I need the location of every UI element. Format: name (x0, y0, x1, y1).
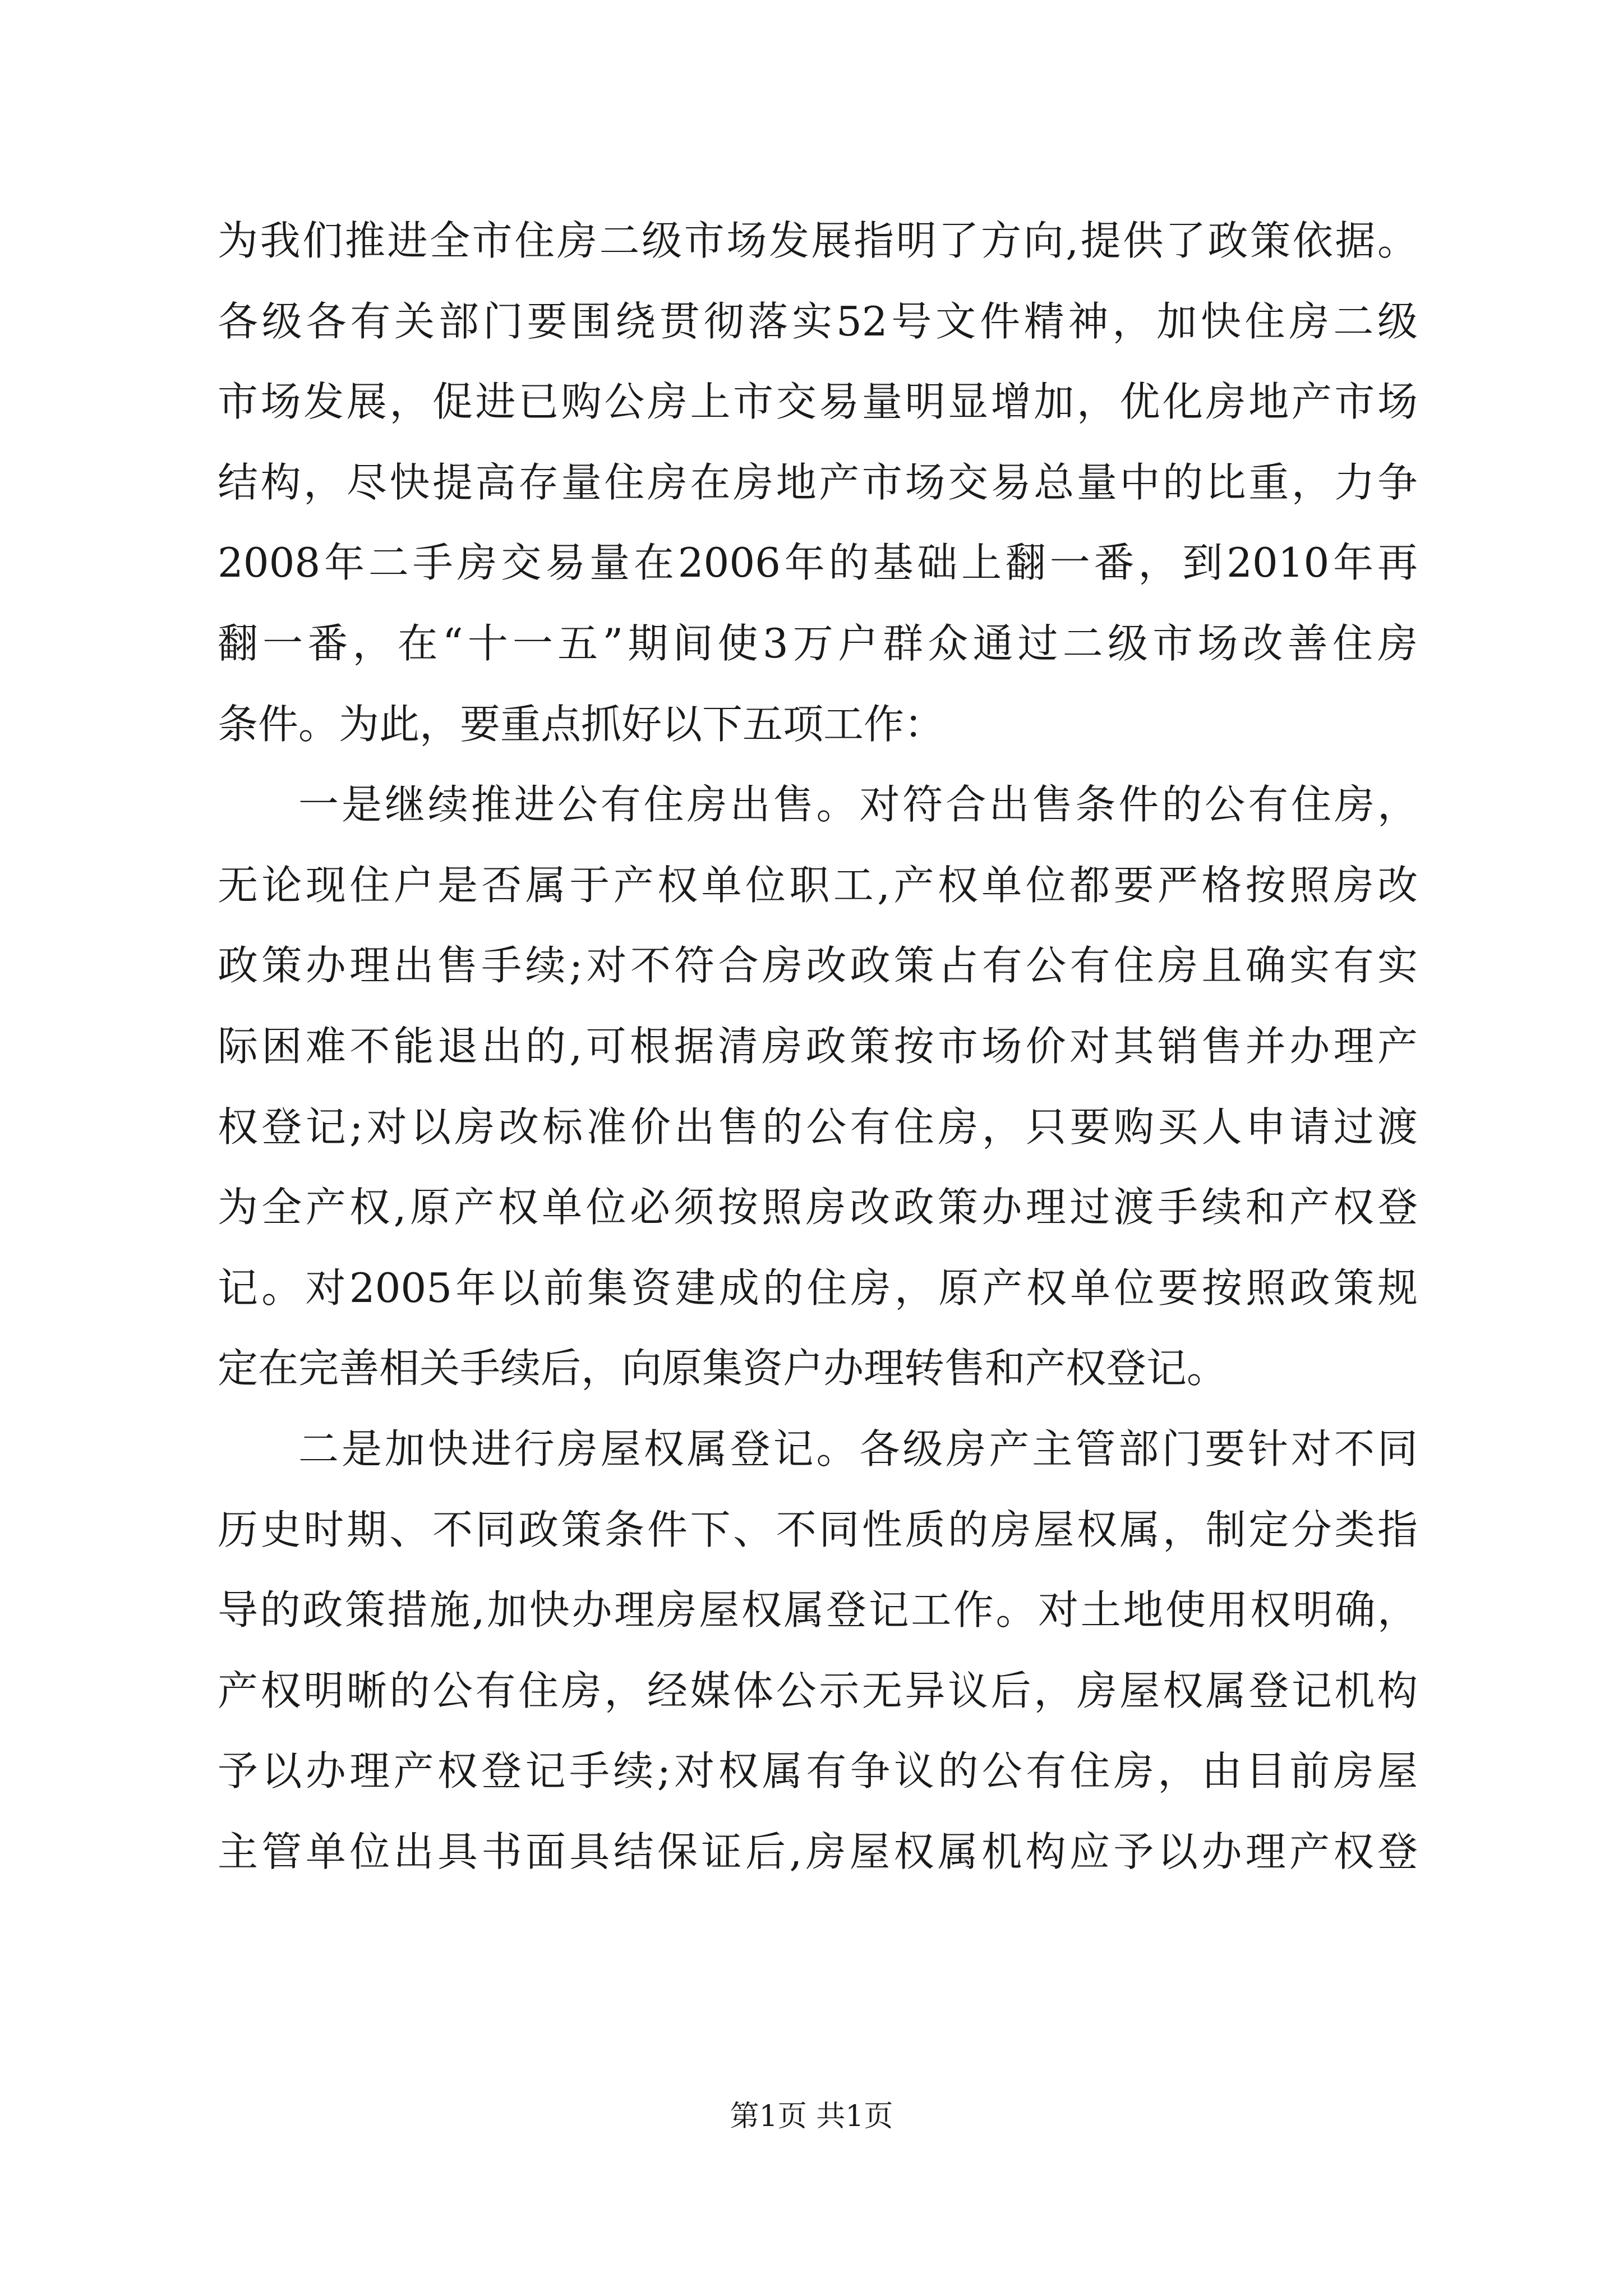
text-line-11: 际困难不能退出的,可根据清房政策按市场价对其销售并办理产 (218, 1022, 1418, 1070)
text-line-19: 产权明晰的公有住房，经媒体公示无异议后，房屋权属登记机构 (218, 1667, 1418, 1714)
text-line-6: 翻一番，在“十一五”期间使3万户群众通过二级市场改善住房 (218, 619, 1418, 667)
text-line-1: 为我们推进全市住房二级市场发展指明了方向,提供了政策依据。 (218, 217, 1418, 264)
page-footer: 第1页 共1页 (730, 2100, 893, 2133)
text-line-18: 导的政策措施,加快办理房屋权属登记工作。对土地使用权明确， (218, 1586, 1418, 1634)
text-line-7: 条件。为此，要重点抓好以下五项工作： (218, 700, 945, 748)
text-line-16: 二是加快进行房屋权属登记。各级房产主管部门要针对不同 (298, 1425, 1418, 1473)
text-line-9: 无论现住户是否属于产权单位职工,产权单位都要严格按照房改 (218, 861, 1418, 909)
text-line-20: 予以办理产权登记手续;对权属有争议的公有住房，由目前房屋 (218, 1747, 1418, 1795)
text-line-14: 记。对2005年以前集资建成的住房，原产权单位要按照政策规 (218, 1264, 1418, 1312)
text-line-12: 权登记;对以房改标准价出售的公有住房，只要购买人申请过渡 (218, 1103, 1418, 1151)
text-line-2: 各级各有关部门要围绕贯彻落实52号文件精神，加快住房二级 (218, 297, 1418, 345)
text-line-17: 历史时期、不同政策条件下、不同性质的房屋权属，制定分类指 (218, 1506, 1418, 1553)
text-line-10: 政策办理出售手续;对不符合房改政策占有公有住房且确实有实 (218, 942, 1418, 990)
text-line-4: 结构，尽快提高存量住房在房地产市场交易总量中的比重，力争 (218, 458, 1418, 506)
text-line-21: 主管单位出具书面具结保证后,房屋权属机构应予以办理产权登 (218, 1828, 1418, 1875)
text-line-13: 为全产权,原产权单位必须按照房改政策办理过渡手续和产权登 (218, 1184, 1418, 1231)
text-line-3: 市场发展，促进已购公房上市交易量明显增加，优化房地产市场 (218, 378, 1418, 426)
text-line-5: 2008年二手房交易量在2006年的基础上翻一番，到2010年再 (218, 539, 1418, 587)
text-line-8: 一是继续推进公有住房出售。对符合出售条件的公有住房， (298, 781, 1418, 829)
text-line-15: 定在完善相关手续后，向原集资户办理转售和产权登记。 (218, 1345, 1228, 1392)
body-text (218, 201, 1418, 1892)
